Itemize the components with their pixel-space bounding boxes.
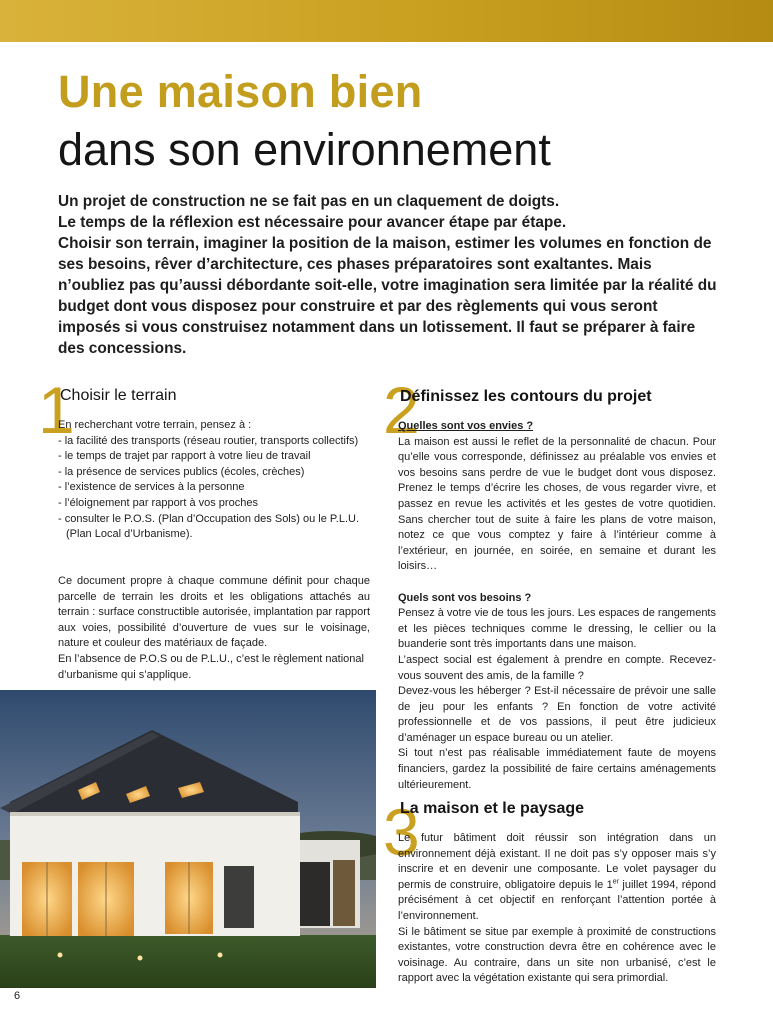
list-item: - le temps de trajet par rapport à votre lieu de travail: [58, 450, 311, 463]
section-3-body: [398, 831, 716, 987]
section-2-paragraph-5: Si tout n’est pas réalisable immédiatement faute de moyens financiers, gardez la possibilité de faire certains aménagements ultérieurement.: [398, 747, 716, 791]
page-title-line2: dans son environnement: [58, 124, 551, 175]
section-2-body: [398, 419, 716, 793]
list-item: - l’existence de services à la personne: [58, 481, 245, 494]
page-number: 6: [14, 990, 21, 1002]
section-2-question-2: Quels sont vos besoins ?: [398, 591, 532, 604]
list-item: - la facilité des transports (réseau routier, transports collectifs): [58, 434, 359, 447]
section-2-paragraph-1: La maison est aussi le reflet de la personnalité de chacun. Pour qu’elle vous corresponde, définissez au préalable vos envies et vos besoins sans perdre de vue le budget dont vous disposez. Prenez le temps d’écrire les choses, de vous regarder vivre, et passez en revue les activités et les gestes de votre quotidien. Sans chercher tout de suite à faire les plans de votre maison, notez ce que vous comptez y faire à l’intérieur comme à l’extérieur, en journée, en soirée, en semaine et durant les loisirs…: [398, 435, 716, 573]
page-title-line1: Une maison bien: [58, 66, 423, 117]
section-2-title: Définissez les contours du projet: [400, 388, 652, 405]
top-color-band: [0, 0, 773, 42]
section-2-number: 2: [383, 373, 420, 447]
section-3-paragraph-2: Si le bâtiment se situe par exemple à proximité de constructions existantes, votre construction devra être en cohérence avec le voisinage. Au contraire, dans un site non urbanisé, c’est le rapport avec la végétation existante qui sera primordial.: [398, 925, 716, 985]
section-1-paragraph-2: En l’absence de P.O.S ou de P.L.U., c’est le règlement national d’urbanisme qui s’applique.: [58, 652, 364, 681]
section-1-lead: En recherchant votre terrain, pensez à :: [58, 419, 252, 431]
section-1-paragraph-1: Ce document propre à chaque commune définit pour chaque parcelle de terrain les droits et les obligations attachés au terrain : surface constructible autorisée, implantation par rapport aux voies, possibilité d’ouverture de vues sur le voisinage, nature et couleur des matériaux de façade.: [58, 574, 370, 650]
section-2-question-1: Quelles sont vos envies ?: [398, 420, 534, 432]
section-1-body: [58, 418, 370, 683]
intro-line-2: Le temps de la réflexion est nécessaire pour avancer étape par étape.: [58, 214, 567, 231]
intro-line-1: Un projet de construction ne se fait pas en un claquement de doigts.: [58, 193, 560, 210]
section-2-paragraph-4: Devez-vous les héberger ? Est-il nécessaire de prévoir une salle de jeu pour les enfants ? En fonction de votre activité professionnelle et de vos passions, il peut être judicieux d’aménager un espace bureau ou un atelier.: [398, 685, 716, 744]
list-item: - l’éloignement par rapport à vos proches: [58, 496, 258, 509]
house-photo: [0, 690, 376, 988]
section-3-number: 3: [383, 795, 420, 869]
intro-paragraph: [58, 191, 718, 359]
list-item: - la présence de services publics (écoles, crèches): [58, 465, 305, 478]
section-2-paragraph-2: Pensez à votre vie de tous les jours. Les espaces de rangements et les pièces techniques comme le dressing, le cellier ou la buanderie sont très importants dans une maison.: [398, 607, 716, 651]
section-1-number: 1: [38, 373, 75, 447]
section-1-title: Choisir le terrain: [60, 387, 177, 404]
list-item: - consulter le P.O.S. (Plan d’Occupation des Sols) ou le P.L.U. (Plan Local d’Urbanisme).: [58, 512, 360, 541]
intro-line-3: Choisir son terrain, imaginer la position de la maison, estimer les volumes en fonction de ses besoins, rêver d’architecture, ces phases préparatoires sont exaltantes. Mais n’oubliez pas qu’aussi débordante soit-elle, votre imagination sera limitée par la réalité du budget dont vous disposez pour construire et par des règlements qui vous seront imposés si vous construisez notamment dans un lotissement. Il faut se préparer à faire des concessions.: [58, 235, 717, 357]
section-3-title: La maison et le paysage: [400, 800, 585, 817]
section-3-paragraph-1: Le futur bâtiment doit réussir son intégration dans un environnement déjà existant. Il ne doit pas s’y opposer mais s’y inscrire et en devenir une composante. Le volet paysager du permis de construire, obligatoire depuis le 1er juillet 1994, répond précisément à cet objectif en renforçant l’attention portée à l’environnement.: [398, 832, 717, 922]
section-2-paragraph-3: L’aspect social est également à prendre en compte. Recevez-vous souvent des amis, de la famille ?: [398, 653, 716, 682]
section-1-list: [58, 434, 370, 543]
